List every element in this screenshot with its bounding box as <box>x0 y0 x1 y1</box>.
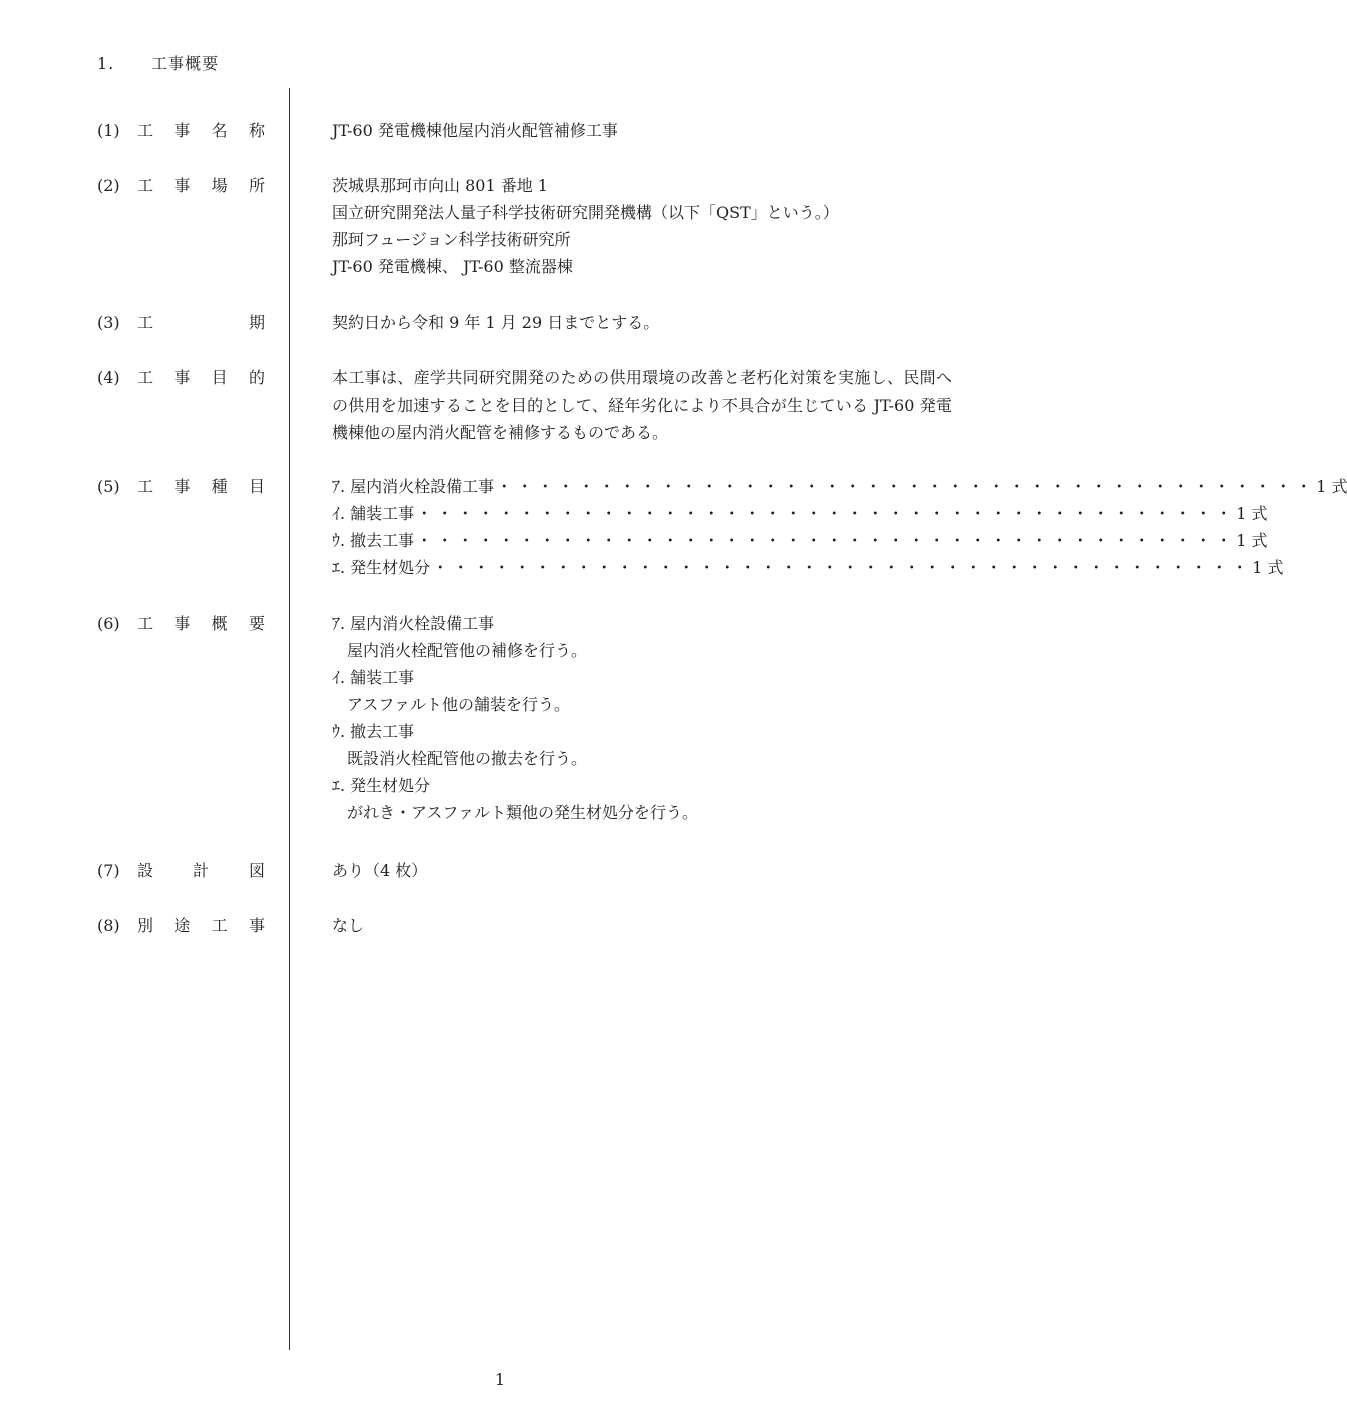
section-number: (2) <box>97 176 120 195</box>
label-char: 目 <box>248 477 265 496</box>
label-char: 的 <box>248 368 265 387</box>
label-char: 期 <box>248 313 265 332</box>
section-content <box>332 364 952 447</box>
content-line: あり（4 枚） <box>332 861 428 880</box>
work-item-name: ｴ. 発生材処分 <box>332 558 431 577</box>
label-char: 途 <box>174 916 191 935</box>
section-heading <box>97 51 219 74</box>
section-number: (5) <box>97 477 120 496</box>
overview-description: アスファルト他の舗装を行う。 <box>347 695 571 714</box>
heading-title: 工事概要 <box>151 54 220 73</box>
section-content <box>332 172 952 280</box>
label-char: 事 <box>174 368 191 387</box>
section-content <box>332 857 952 884</box>
label-char: 計 <box>192 861 209 880</box>
section-content <box>332 309 952 336</box>
section-number: (3) <box>97 313 120 332</box>
dot-leader: ・・・・・・・・・・・・・・・・・・・・・・・・・・・・・・・・・・・・・・・・ <box>416 531 1237 550</box>
section-number: (6) <box>97 614 120 633</box>
label-char: 設 <box>137 861 154 880</box>
section-label <box>97 117 272 144</box>
label-char: 称 <box>248 121 265 140</box>
content-line: JT-60 発電機棟他屋内消火配管補修工事 <box>332 121 618 140</box>
work-item-quantity: 1 式 <box>1252 558 1284 577</box>
section-label <box>97 364 272 391</box>
work-item-row <box>332 554 1284 581</box>
section-label <box>97 912 272 939</box>
overview-title: ｳ. 撤去工事 <box>332 722 415 741</box>
overview-title: ｲ. 舗装工事 <box>332 668 415 687</box>
label-char: 図 <box>248 861 265 880</box>
work-item-name: ｱ. 屋内消火栓設備工事 <box>332 477 495 496</box>
label-char: 工 <box>137 313 154 332</box>
label-char: 事 <box>174 121 191 140</box>
label-char: 概 <box>211 614 228 633</box>
label-char: 種 <box>211 477 228 496</box>
section-number: (7) <box>97 861 120 880</box>
section-label <box>97 857 272 884</box>
overview-description: 既設消火栓配管他の撤去を行う。 <box>347 749 588 768</box>
section-number: (1) <box>97 121 120 140</box>
work-item-quantity: 1 式 <box>1236 531 1268 550</box>
section-label <box>97 473 272 500</box>
label-char: 工 <box>137 368 154 387</box>
work-item-quantity: 1 式 <box>1236 504 1268 523</box>
section-label <box>97 309 272 336</box>
heading-number: 1. <box>97 54 115 73</box>
label-char: 要 <box>248 614 265 633</box>
work-item-row <box>332 500 1268 527</box>
section-number: (4) <box>97 368 120 387</box>
overview-title: ｴ. 発生材処分 <box>332 776 431 795</box>
content-line: 契約日から令和 9 年 1 月 29 日までとする。 <box>332 313 660 332</box>
label-char: 場 <box>211 176 228 195</box>
section-content <box>332 473 1347 581</box>
overview-title: ｱ. 屋内消火栓設備工事 <box>332 614 495 633</box>
content-line: なし <box>332 916 365 935</box>
label-char: 工 <box>137 121 154 140</box>
section-label <box>97 610 272 637</box>
content-line: JT-60 発電機棟、 JT-60 整流器棟 <box>332 257 573 276</box>
label-char: 工 <box>211 916 228 935</box>
content-line: 茨城県那珂市向山 801 番地 1 <box>332 176 548 195</box>
section-label <box>97 172 272 199</box>
label-char: 工 <box>137 176 154 195</box>
overview-description: がれき・アスファルト類他の発生材処分を行う。 <box>347 803 699 822</box>
label-char: 事 <box>174 477 191 496</box>
label-char: 別 <box>137 916 154 935</box>
dot-leader: ・・・・・・・・・・・・・・・・・・・・・・・・・・・・・・・・・・・・・・・・ <box>432 558 1253 577</box>
label-char: 事 <box>174 614 191 633</box>
label-char: 事 <box>174 176 191 195</box>
dot-leader: ・・・・・・・・・・・・・・・・・・・・・・・・・・・・・・・・・・・・・・・・ <box>496 477 1317 496</box>
content-line: 国立研究開発法人量子科学技術研究開発機構（以下「QST」という。） <box>332 203 839 222</box>
label-char: 目 <box>211 368 228 387</box>
label-char: 事 <box>248 916 265 935</box>
label-char: 工 <box>137 614 154 633</box>
purpose-paragraph: 本工事は、産学共同研究開発のための供用環境の改善と老朽化対策を実施し、民間への供用を加速することを目的として、経年劣化により不具合が生じている JT-60 発電機棟他の屋内消火配管を補修するものである。 <box>332 368 952 442</box>
section-content <box>332 610 952 826</box>
label-char: 名 <box>211 121 228 140</box>
label-char: 所 <box>248 176 265 195</box>
vertical-divider <box>289 88 290 1350</box>
section-number: (8) <box>97 916 120 935</box>
dot-leader: ・・・・・・・・・・・・・・・・・・・・・・・・・・・・・・・・・・・・・・・・ <box>416 504 1237 523</box>
overview-description: 屋内消火栓配管他の補修を行う。 <box>347 641 588 660</box>
work-item-name: ｳ. 撤去工事 <box>332 531 415 550</box>
work-item-quantity: 1 式 <box>1316 477 1347 496</box>
work-item-row <box>332 473 1347 500</box>
section-content <box>332 117 952 144</box>
content-line: 那珂フュージョン科学技術研究所 <box>332 230 571 249</box>
work-item-name: ｲ. 舗装工事 <box>332 504 415 523</box>
page-number: 1 <box>494 1370 506 1389</box>
section-content <box>332 912 952 939</box>
label-char: 工 <box>137 477 154 496</box>
work-item-row <box>332 527 1268 554</box>
